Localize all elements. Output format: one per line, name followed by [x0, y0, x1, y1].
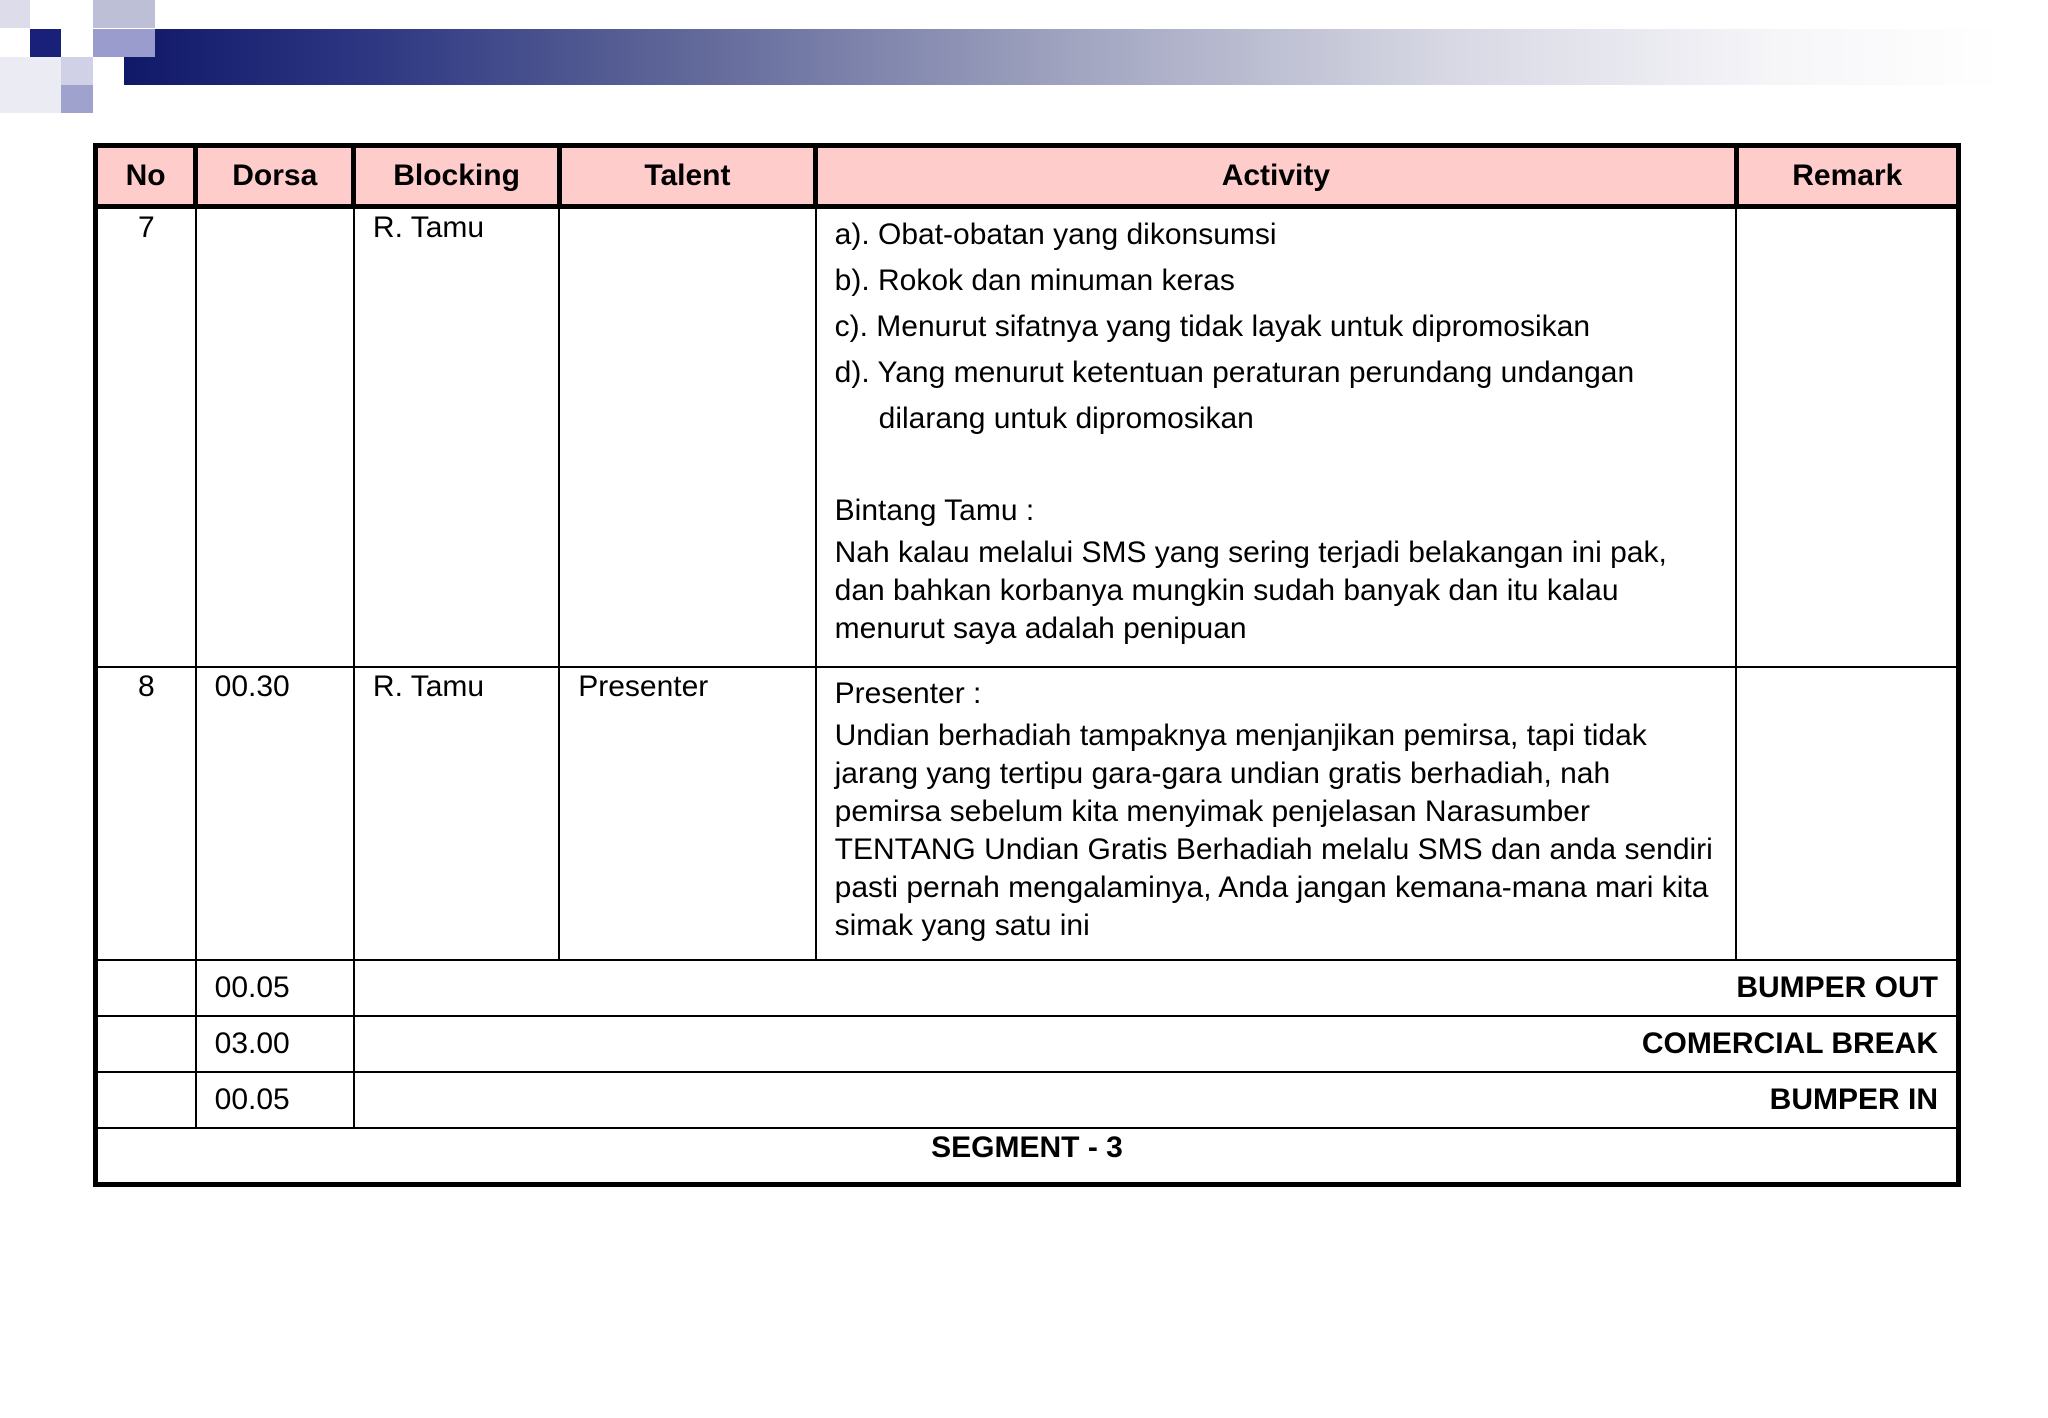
break-label: BUMPER IN	[354, 1072, 1959, 1128]
decor-square	[0, 57, 61, 113]
activity-list-item: a). Obat-obatan yang dikonsumsi	[834, 218, 1277, 251]
break-row	[96, 1072, 1959, 1128]
break-dorsa: 03.00	[196, 1016, 354, 1072]
table-row	[96, 207, 1959, 667]
header-no: No	[96, 146, 196, 207]
break-label: BUMPER OUT	[354, 960, 1959, 1016]
row-no	[96, 960, 196, 1016]
activity-list-item: d). Yang menurut ketentuan peraturan perundang undangan	[834, 356, 1635, 389]
break-row	[96, 960, 1959, 1016]
segment-title: SEGMENT - 3	[96, 1128, 1959, 1185]
row-no: 8	[96, 667, 196, 960]
table-header-row	[96, 146, 1959, 207]
decor-square	[93, 29, 155, 57]
header-remark: Remark	[1736, 146, 1958, 207]
table-row	[96, 667, 1959, 960]
decor-square	[61, 57, 93, 85]
decor-square	[61, 85, 93, 113]
row-dorsa	[196, 207, 354, 667]
row-remark	[1736, 207, 1958, 667]
decor-square	[93, 0, 155, 28]
speech-text: Undian berhadiah tampaknya menjanjikan pemirsa, tapi tidak jarang yang tertipu gara-gara undian gratis berhadiah, nah pemirsa sebelum kita menyimak penjelasan Narasumber TENTANG Undian Gratis Berhadiah melalu SMS dan anda sendiri pasti pernah mengalaminya, Anda jangan kemana-mana mari kita simak yang satu ini	[834, 718, 1713, 942]
activity-list-item: b). Rokok dan minuman keras	[834, 264, 1235, 297]
activity-list-item: c). Menurut sifatnya yang tidak layak untuk dipromosikan	[834, 310, 1591, 343]
header-talent: Talent	[559, 146, 815, 207]
row-no	[96, 1072, 196, 1128]
header-blocking: Blocking	[354, 146, 559, 207]
row-talent: Presenter	[559, 667, 815, 960]
row-blocking: R. Tamu	[354, 207, 559, 667]
header-activity: Activity	[816, 146, 1736, 207]
decor-square	[0, 0, 30, 28]
row-no	[96, 1016, 196, 1072]
rundown-table	[93, 143, 1961, 1187]
break-dorsa: 00.05	[196, 1072, 354, 1128]
speech-text: Nah kalau melalui SMS yang sering terjadi belakangan ini pak, dan bahkan korbanya mungkin sudah banyak dan itu kalau menurut saya adalah penipuan	[834, 536, 1667, 645]
row-dorsa: 00.30	[196, 667, 354, 960]
row-talent	[559, 207, 815, 667]
row-blocking: R. Tamu	[354, 667, 559, 960]
speaker-label: Presenter :	[834, 676, 982, 710]
speaker-label: Bintang Tamu :	[834, 494, 1035, 527]
row-activity	[816, 667, 1736, 960]
header-dorsa: Dorsa	[196, 146, 354, 207]
row-remark	[1736, 667, 1958, 960]
decor-square	[30, 29, 61, 57]
break-dorsa: 00.05	[196, 960, 354, 1016]
header-gradient-bar	[124, 29, 2004, 85]
segment-row	[96, 1128, 1959, 1185]
activity-list-continuation: dilarang untuk dipromosikan	[878, 402, 1254, 435]
break-label: COMERCIAL BREAK	[354, 1016, 1959, 1072]
break-row	[96, 1016, 1959, 1072]
row-activity	[816, 207, 1736, 667]
row-no: 7	[96, 207, 196, 667]
